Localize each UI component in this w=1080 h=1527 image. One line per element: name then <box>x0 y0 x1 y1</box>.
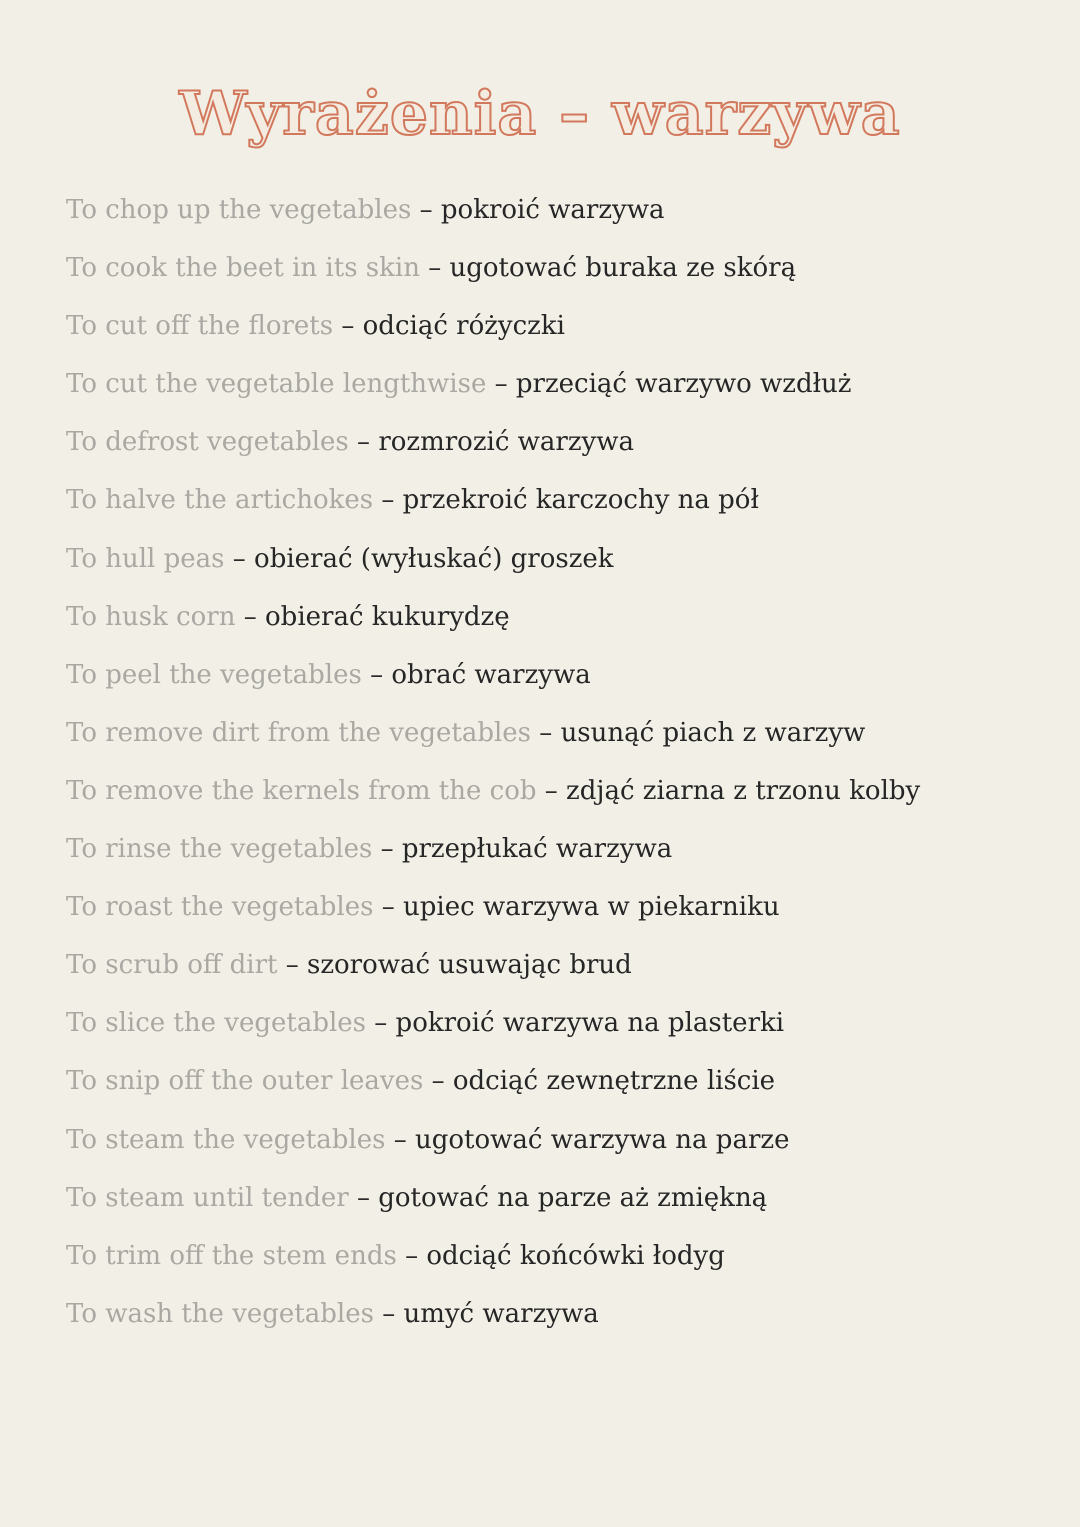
polish-translation: przeciąć warzywo wzdłuż <box>515 369 852 400</box>
english-phrase: To steam until tender <box>66 1182 349 1213</box>
polish-translation: pokroić warzywa na plasterki <box>395 1008 785 1039</box>
english-phrase: To hull peas <box>66 543 225 574</box>
english-phrase: To trim off the stem ends <box>66 1240 397 1271</box>
english-phrase: To cut off the florets <box>66 311 334 342</box>
phrase-row <box>66 826 1066 884</box>
english-phrase: To steam the vegetables <box>66 1124 386 1155</box>
separator: – <box>419 253 450 284</box>
english-phrase: To halve the artichokes <box>66 485 374 516</box>
english-phrase: To scrub off dirt <box>66 950 278 981</box>
polish-translation: obierać kukurydzę <box>265 601 510 632</box>
separator: – <box>373 485 403 516</box>
separator: – <box>277 950 307 981</box>
polish-translation: obierać (wyłuskać) groszek <box>254 543 614 574</box>
separator: – <box>366 1008 396 1039</box>
phrase-row <box>66 187 1066 245</box>
english-phrase: To husk corn <box>66 601 236 632</box>
phrase-row <box>66 652 1066 710</box>
separator: – <box>372 834 402 865</box>
phrase-row <box>66 942 1066 1000</box>
separator: – <box>411 195 441 225</box>
phrase-row <box>66 1291 1066 1349</box>
polish-translation: obrać warzywa <box>391 659 591 690</box>
english-phrase: To cook the beet in its skin <box>66 253 420 284</box>
phrase-row <box>66 419 1066 477</box>
separator: – <box>396 1240 427 1271</box>
english-phrase: To snip off the outer leaves <box>66 1066 424 1097</box>
polish-translation: odciąć zewnętrzne liście <box>452 1066 776 1097</box>
phrase-row <box>66 710 1066 768</box>
english-phrase: To slice the vegetables <box>66 1008 367 1039</box>
english-phrase: To peel the vegetables <box>66 659 362 690</box>
phrase-row <box>66 1175 1066 1233</box>
english-phrase: To chop up the vegetables <box>66 195 412 225</box>
english-phrase: To rinse the vegetables <box>66 834 373 865</box>
polish-translation: upiec warzywa w piekarniku <box>403 892 780 923</box>
page-title: Wyrażenia – warzywa <box>179 79 901 149</box>
phrase-row <box>66 536 1066 594</box>
polish-translation: ugotować warzywa na parze <box>414 1124 790 1155</box>
polish-translation: odciąć końcówki łodyg <box>426 1240 725 1271</box>
phrase-row <box>66 303 1066 361</box>
phrase-row <box>66 594 1066 652</box>
english-phrase: To cut the vegetable lengthwise <box>66 369 487 400</box>
polish-translation: pokroić warzywa <box>440 195 665 225</box>
polish-translation: umyć warzywa <box>403 1298 599 1329</box>
polish-translation: gotować na parze aż zmiękną <box>378 1182 768 1213</box>
separator: – <box>224 543 255 574</box>
polish-translation: zdjąć ziarna z trzonu kolby <box>566 775 921 806</box>
separator: – <box>373 1298 404 1329</box>
phrase-list <box>66 187 1066 1349</box>
separator: – <box>348 1182 379 1213</box>
polish-translation: odciąć różyczki <box>362 311 565 342</box>
separator: – <box>361 659 392 690</box>
separator: – <box>531 717 561 748</box>
english-phrase: To remove the kernels from the cob <box>66 775 537 806</box>
phrase-row <box>66 1058 1066 1116</box>
polish-translation: szorować usuwając brud <box>306 950 632 981</box>
phrase-row <box>66 477 1066 535</box>
polish-translation: ugotować buraka ze skórą <box>449 253 797 284</box>
phrase-row <box>66 884 1066 942</box>
separator: – <box>486 369 516 400</box>
polish-translation: przekroić karczochy na pół <box>402 485 759 516</box>
phrase-row <box>66 1117 1066 1175</box>
separator: – <box>373 892 403 923</box>
separator: – <box>423 1066 453 1097</box>
separator: – <box>235 601 266 632</box>
phrase-row <box>66 1000 1066 1058</box>
polish-translation: przepłukać warzywa <box>401 834 673 865</box>
phrase-row <box>66 361 1066 419</box>
polish-translation: rozmrozić warzywa <box>378 427 634 458</box>
separator: – <box>333 311 363 342</box>
phrase-row <box>66 768 1066 826</box>
separator: – <box>385 1124 415 1155</box>
separator: – <box>536 775 567 806</box>
separator: – <box>348 427 379 458</box>
english-phrase: To roast the vegetables <box>66 892 374 923</box>
english-phrase: To defrost vegetables <box>66 427 349 458</box>
english-phrase: To remove dirt from the vegetables <box>66 717 532 748</box>
english-phrase: To wash the vegetables <box>66 1298 374 1329</box>
phrase-row <box>66 1233 1066 1291</box>
phrase-row <box>66 245 1066 303</box>
polish-translation: usunąć piach z warzyw <box>560 717 866 748</box>
